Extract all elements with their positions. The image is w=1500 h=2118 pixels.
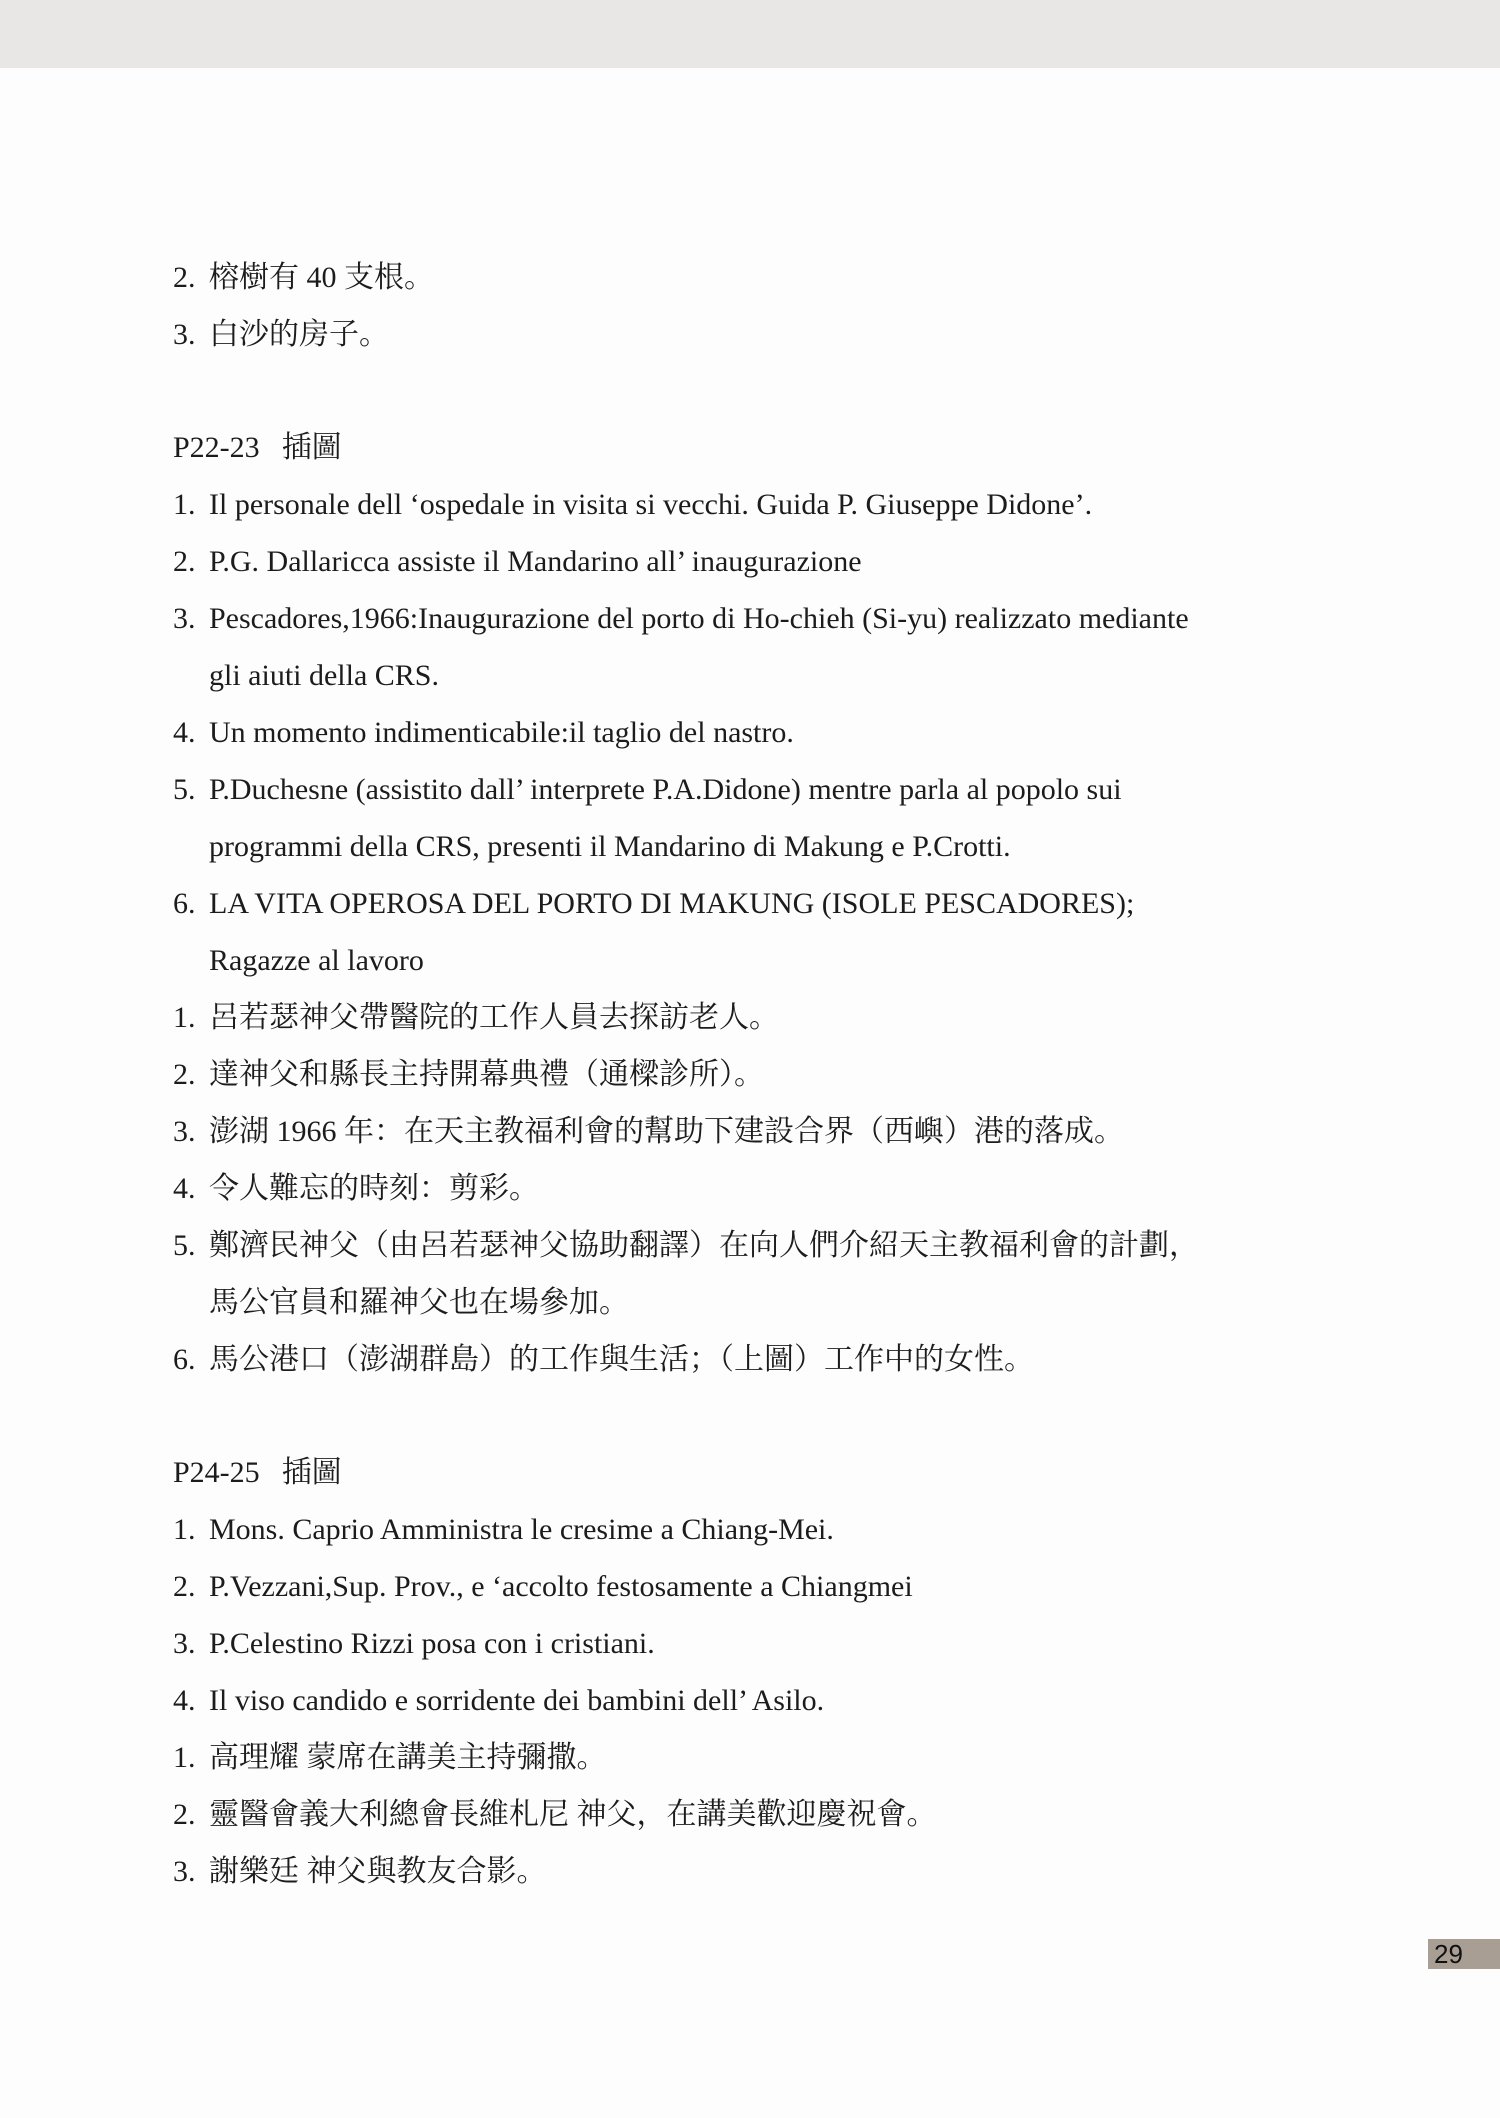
item-number: 2. bbox=[173, 545, 196, 578]
page-number: 29 bbox=[1428, 1939, 1500, 1969]
item-text: 達神父和縣長主持開幕典禮（通樑診所）。 bbox=[209, 1058, 764, 1091]
list-item bbox=[173, 1626, 1291, 1662]
item-number: 3. bbox=[173, 1855, 196, 1888]
item-text: P.G. Dallaricca assiste il Mandarino all’ inaugurazione bbox=[209, 545, 862, 578]
list-item bbox=[173, 772, 1291, 808]
item-text: gli aiuti della CRS. bbox=[209, 659, 439, 692]
list-item bbox=[173, 260, 1291, 296]
item-text: 馬公港口（澎湖群島）的工作與生活；（上圖）工作中的女性。 bbox=[209, 1343, 1034, 1376]
page-content bbox=[173, 260, 1291, 1911]
item-number: 2. bbox=[173, 1570, 196, 1603]
item-text: 白沙的房子。 bbox=[209, 318, 389, 351]
item-number: 3. bbox=[173, 1115, 196, 1148]
list-item bbox=[173, 1228, 1291, 1264]
item-number: 5. bbox=[173, 1229, 196, 1262]
item-number: 4. bbox=[173, 1172, 196, 1205]
item-text: 澎湖 1966 年：在天主教福利會的幫助下建設合界（西嶼）港的落成。 bbox=[209, 1115, 1124, 1148]
item-text: P.Duchesne (assistito dall’ interprete P.A.Didone) mentre parla al popolo sui bbox=[209, 773, 1122, 806]
list-item bbox=[173, 1057, 1291, 1093]
item-text: Il personale dell ‘ospedale in visita si vecchi. Guida P. Giuseppe Didone’. bbox=[209, 488, 1093, 521]
list-item-continuation bbox=[173, 943, 1291, 979]
item-number: 2. bbox=[173, 1058, 196, 1091]
list-item bbox=[173, 1854, 1291, 1890]
list-item-continuation bbox=[173, 658, 1291, 694]
item-number: 3. bbox=[173, 1627, 196, 1660]
item-text: Ragazze al lavoro bbox=[209, 944, 424, 977]
list-item bbox=[173, 1740, 1291, 1776]
list-item-continuation bbox=[173, 1285, 1291, 1321]
list-item bbox=[173, 1171, 1291, 1207]
item-number: 1. bbox=[173, 1513, 196, 1546]
list-item bbox=[173, 886, 1291, 922]
item-number: 2. bbox=[173, 1798, 196, 1831]
list-item bbox=[173, 1683, 1291, 1719]
list-item-continuation bbox=[173, 829, 1291, 865]
item-text: 榕樹有 40 支根。 bbox=[209, 261, 434, 294]
item-text: P.Vezzani,Sup. Prov., e ‘accolto festosamente a Chiangmei bbox=[209, 1570, 913, 1603]
item-text: LA VITA OPEROSA DEL PORTO DI MAKUNG (ISOLE PESCADORES); bbox=[209, 887, 1135, 920]
list-item bbox=[173, 715, 1291, 751]
list-item bbox=[173, 1000, 1291, 1036]
list-item bbox=[173, 1797, 1291, 1833]
item-number: 6. bbox=[173, 1343, 196, 1376]
list-item bbox=[173, 317, 1291, 353]
heading-code: P24-25 bbox=[173, 1456, 260, 1489]
item-number: 2. bbox=[173, 261, 196, 294]
section-gap bbox=[173, 374, 1291, 430]
list-item bbox=[173, 544, 1291, 580]
item-number: 4. bbox=[173, 1684, 196, 1717]
item-text: Un momento indimenticabile:il taglio del nastro. bbox=[209, 716, 794, 749]
item-text: Pescadores,1966:Inaugurazione del porto di Ho-chieh (Si-yu) realizzato mediante bbox=[209, 602, 1189, 635]
item-text: 謝樂廷 神父與教友合影。 bbox=[209, 1855, 547, 1888]
heading-label: 插圖 bbox=[281, 431, 342, 464]
section-gap bbox=[173, 1399, 1291, 1455]
item-number: 1. bbox=[173, 1001, 196, 1034]
item-text: 靈醫會義大利總會長維札尼 神父，在講美歡迎慶祝會。 bbox=[209, 1798, 937, 1831]
item-number: 1. bbox=[173, 1741, 196, 1774]
item-number: 4. bbox=[173, 716, 196, 749]
item-text: programmi della CRS, presenti il Mandarino di Makung e P.Crotti. bbox=[209, 830, 1011, 863]
list-item bbox=[173, 487, 1291, 523]
item-number: 3. bbox=[173, 318, 196, 351]
list-item bbox=[173, 1342, 1291, 1378]
item-number: 5. bbox=[173, 773, 196, 806]
item-text: 高理耀 蒙席在講美主持彌撒。 bbox=[209, 1741, 607, 1774]
list-item bbox=[173, 1512, 1291, 1548]
item-number: 6. bbox=[173, 887, 196, 920]
item-text: 鄭濟民神父（由呂若瑟神父協助翻譯）在向人們介紹天主教福利會的計劃， bbox=[209, 1229, 1199, 1262]
item-number: 1. bbox=[173, 488, 196, 521]
heading-code: P22-23 bbox=[173, 431, 260, 464]
item-text: Mons. Caprio Amministra le cresime a Chiang-Mei. bbox=[209, 1513, 834, 1546]
item-text: 呂若瑟神父帶醫院的工作人員去探訪老人。 bbox=[209, 1001, 779, 1034]
item-text: P.Celestino Rizzi posa con i cristiani. bbox=[209, 1627, 655, 1660]
item-text: 令人難忘的時刻：剪彩。 bbox=[209, 1172, 539, 1205]
scan-top-band bbox=[0, 0, 1500, 68]
item-text: Il viso candido e sorridente dei bambini dell’ Asilo. bbox=[209, 1684, 825, 1717]
item-number: 3. bbox=[173, 602, 196, 635]
item-text: 馬公官員和羅神父也在場參加。 bbox=[209, 1286, 629, 1319]
list-item bbox=[173, 1569, 1291, 1605]
section-heading-p24-25 bbox=[173, 1455, 1291, 1491]
list-item bbox=[173, 1114, 1291, 1150]
heading-label: 插圖 bbox=[281, 1456, 342, 1489]
section-heading-p22-23 bbox=[173, 430, 1291, 466]
list-item bbox=[173, 601, 1291, 637]
